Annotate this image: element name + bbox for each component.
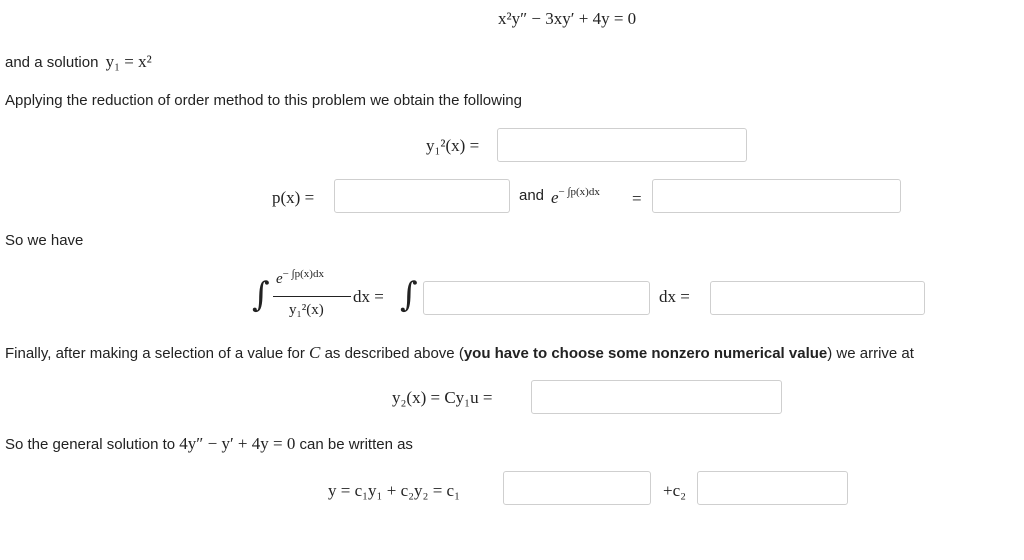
intro-prefix: and a solution — [5, 54, 99, 71]
c1-input[interactable] — [503, 471, 651, 505]
numerator-base: e — [276, 271, 283, 287]
y2-label: y₂(x) = Cy₁u = — [392, 388, 493, 407]
plus-c2-label: +c₂ — [663, 481, 687, 500]
integral-result-input[interactable] — [710, 281, 925, 315]
finally-bold: you have to choose some nonzero numerical value — [463, 345, 828, 362]
fraction-denominator: y₁²(x) — [289, 302, 324, 318]
y1-squared-label: y₁²(x) = — [426, 136, 480, 155]
exp-equals: = — [632, 189, 642, 208]
p-label: p(x) = — [272, 188, 315, 207]
finally-after: ) we arrive at — [827, 345, 914, 362]
exp-label — [551, 188, 600, 208]
exp-input[interactable] — [652, 179, 901, 213]
intro-solution: y₁ = x² — [105, 52, 152, 71]
and-text: and — [519, 187, 545, 204]
intro-text — [5, 52, 152, 72]
exp-superscript: − ∫p(x)dx — [558, 186, 600, 198]
main-equation: x²y″ − 3xy′ + 4y = 0 — [498, 9, 637, 28]
finally-var: C — [309, 343, 321, 362]
applying-text: Applying the reduction of order method to this problem we obtain the following — [5, 92, 522, 109]
exp-base: e — [551, 188, 559, 207]
general-text — [5, 434, 413, 454]
integrand-input[interactable] — [423, 281, 650, 315]
dx-equals-left: dx = — [353, 287, 384, 306]
general-after: can be written as — [299, 436, 413, 453]
finally-text — [5, 343, 914, 363]
c2-input[interactable] — [697, 471, 848, 505]
fraction-numerator — [276, 268, 324, 288]
dx-equals-right: dx = — [659, 287, 690, 306]
integral-sign-left: ∫ — [252, 275, 270, 315]
y2-input[interactable] — [531, 380, 782, 414]
finally-middle: as described above ( — [324, 345, 464, 362]
general-before: So the general solution to — [5, 436, 176, 453]
general-equation: 4y″ − y′ + 4y = 0 — [179, 434, 296, 453]
so-we-have-text: So we have — [5, 232, 84, 249]
fraction-bar — [273, 296, 351, 297]
numerator-superscript: − ∫p(x)dx — [282, 268, 324, 280]
finally-before: Finally, after making a selection of a value for — [5, 345, 305, 362]
y1-squared-input[interactable] — [497, 128, 747, 162]
final-label: y = c₁y₁ + c₂y₂ = c₁ — [328, 481, 461, 500]
p-input[interactable] — [334, 179, 510, 213]
integral-sign-right: ∫ — [400, 275, 418, 315]
